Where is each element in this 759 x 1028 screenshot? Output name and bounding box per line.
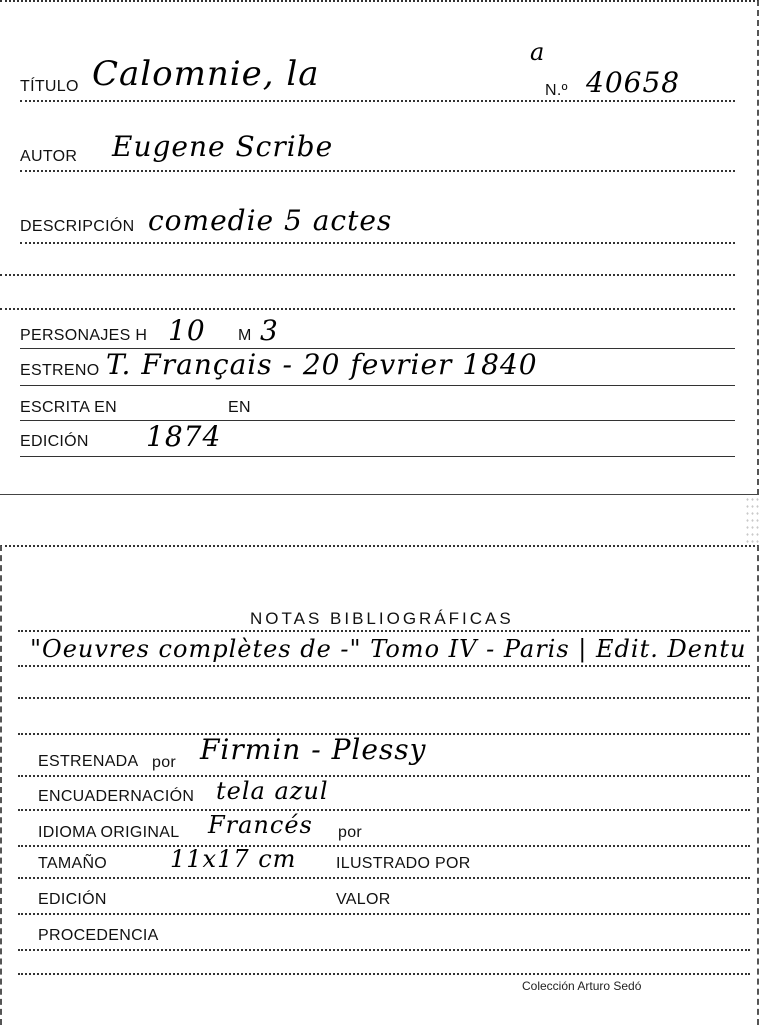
idioma-value: Francés xyxy=(208,811,313,839)
numero-mark: a xyxy=(530,38,546,66)
personajes-h-value: 10 xyxy=(168,314,206,347)
notas-value: "Oeuvres complètes de -" Tomo IV - Paris | Edit. Dentu xyxy=(30,635,747,663)
titulo-label: TÍTULO xyxy=(20,78,79,95)
estreno-value: T. Français - 20 fevrier 1840 xyxy=(106,348,538,381)
catalog-card-bottom xyxy=(0,545,759,1025)
rule-line xyxy=(20,242,735,244)
numero-value: 40658 xyxy=(586,66,681,99)
escrita-en-second-label: EN xyxy=(228,399,251,416)
personajes-m-value: 3 xyxy=(260,314,279,347)
rule-line xyxy=(20,456,735,457)
edicion-label: EDICIÓN xyxy=(20,433,89,450)
rule-line xyxy=(18,845,750,847)
rule-line xyxy=(20,170,735,172)
estreno-label: ESTRENO xyxy=(20,362,100,379)
edicion-value: 1874 xyxy=(146,420,222,453)
rule-line xyxy=(18,775,750,777)
notas-heading: NOTAS BIBLIOGRÁFICAS xyxy=(250,609,514,628)
edicion-bottom-label: EDICIÓN xyxy=(38,891,107,908)
rule-line xyxy=(0,274,735,276)
estrenada-value: Firmin - Plessy xyxy=(200,733,427,766)
personajes-label: PERSONAJES H xyxy=(20,327,148,344)
autor-value: Eugene Scribe xyxy=(112,130,334,163)
collection-footer: Colección Arturo Sedó xyxy=(522,979,642,993)
tamano-value: 11x17 cm xyxy=(170,845,297,873)
procedencia-label: PROCEDENCIA xyxy=(38,927,159,944)
escrita-en-label: ESCRITA EN xyxy=(20,399,117,416)
rule-line xyxy=(0,308,735,310)
rule-line xyxy=(18,809,750,811)
rule-line xyxy=(18,973,750,975)
rule-line xyxy=(20,385,735,386)
estrenada-label: ESTRENADA xyxy=(38,753,139,770)
titulo-value: Calomnie, la xyxy=(92,54,320,94)
rule-line xyxy=(18,697,750,699)
catalog-card-top xyxy=(0,0,759,495)
personajes-m-label: M xyxy=(238,327,252,344)
encuadernacion-label: ENCUADERNACIÓN xyxy=(38,788,195,805)
valor-label: VALOR xyxy=(336,891,391,908)
encuadernacion-value: tela azul xyxy=(216,777,329,805)
autor-label: AUTOR xyxy=(20,148,78,165)
rule-line xyxy=(18,913,750,915)
numero-label: N.º xyxy=(545,82,568,99)
rule-line xyxy=(20,420,735,421)
ilustrado-label: ILUSTRADO POR xyxy=(336,855,471,872)
idioma-label: IDIOMA ORIGINAL xyxy=(38,824,180,841)
idioma-por-label: por xyxy=(338,824,363,841)
descripcion-value: comedie 5 actes xyxy=(148,204,393,237)
rule-line xyxy=(18,877,750,879)
rule-line xyxy=(20,100,735,102)
rule-line xyxy=(18,630,750,632)
tamano-label: TAMAÑO xyxy=(38,855,108,872)
rule-line xyxy=(18,949,750,951)
rule-line xyxy=(18,665,750,667)
estrenada-por-label: por xyxy=(152,754,177,771)
descripcion-label: DESCRIPCIÓN xyxy=(20,218,135,235)
